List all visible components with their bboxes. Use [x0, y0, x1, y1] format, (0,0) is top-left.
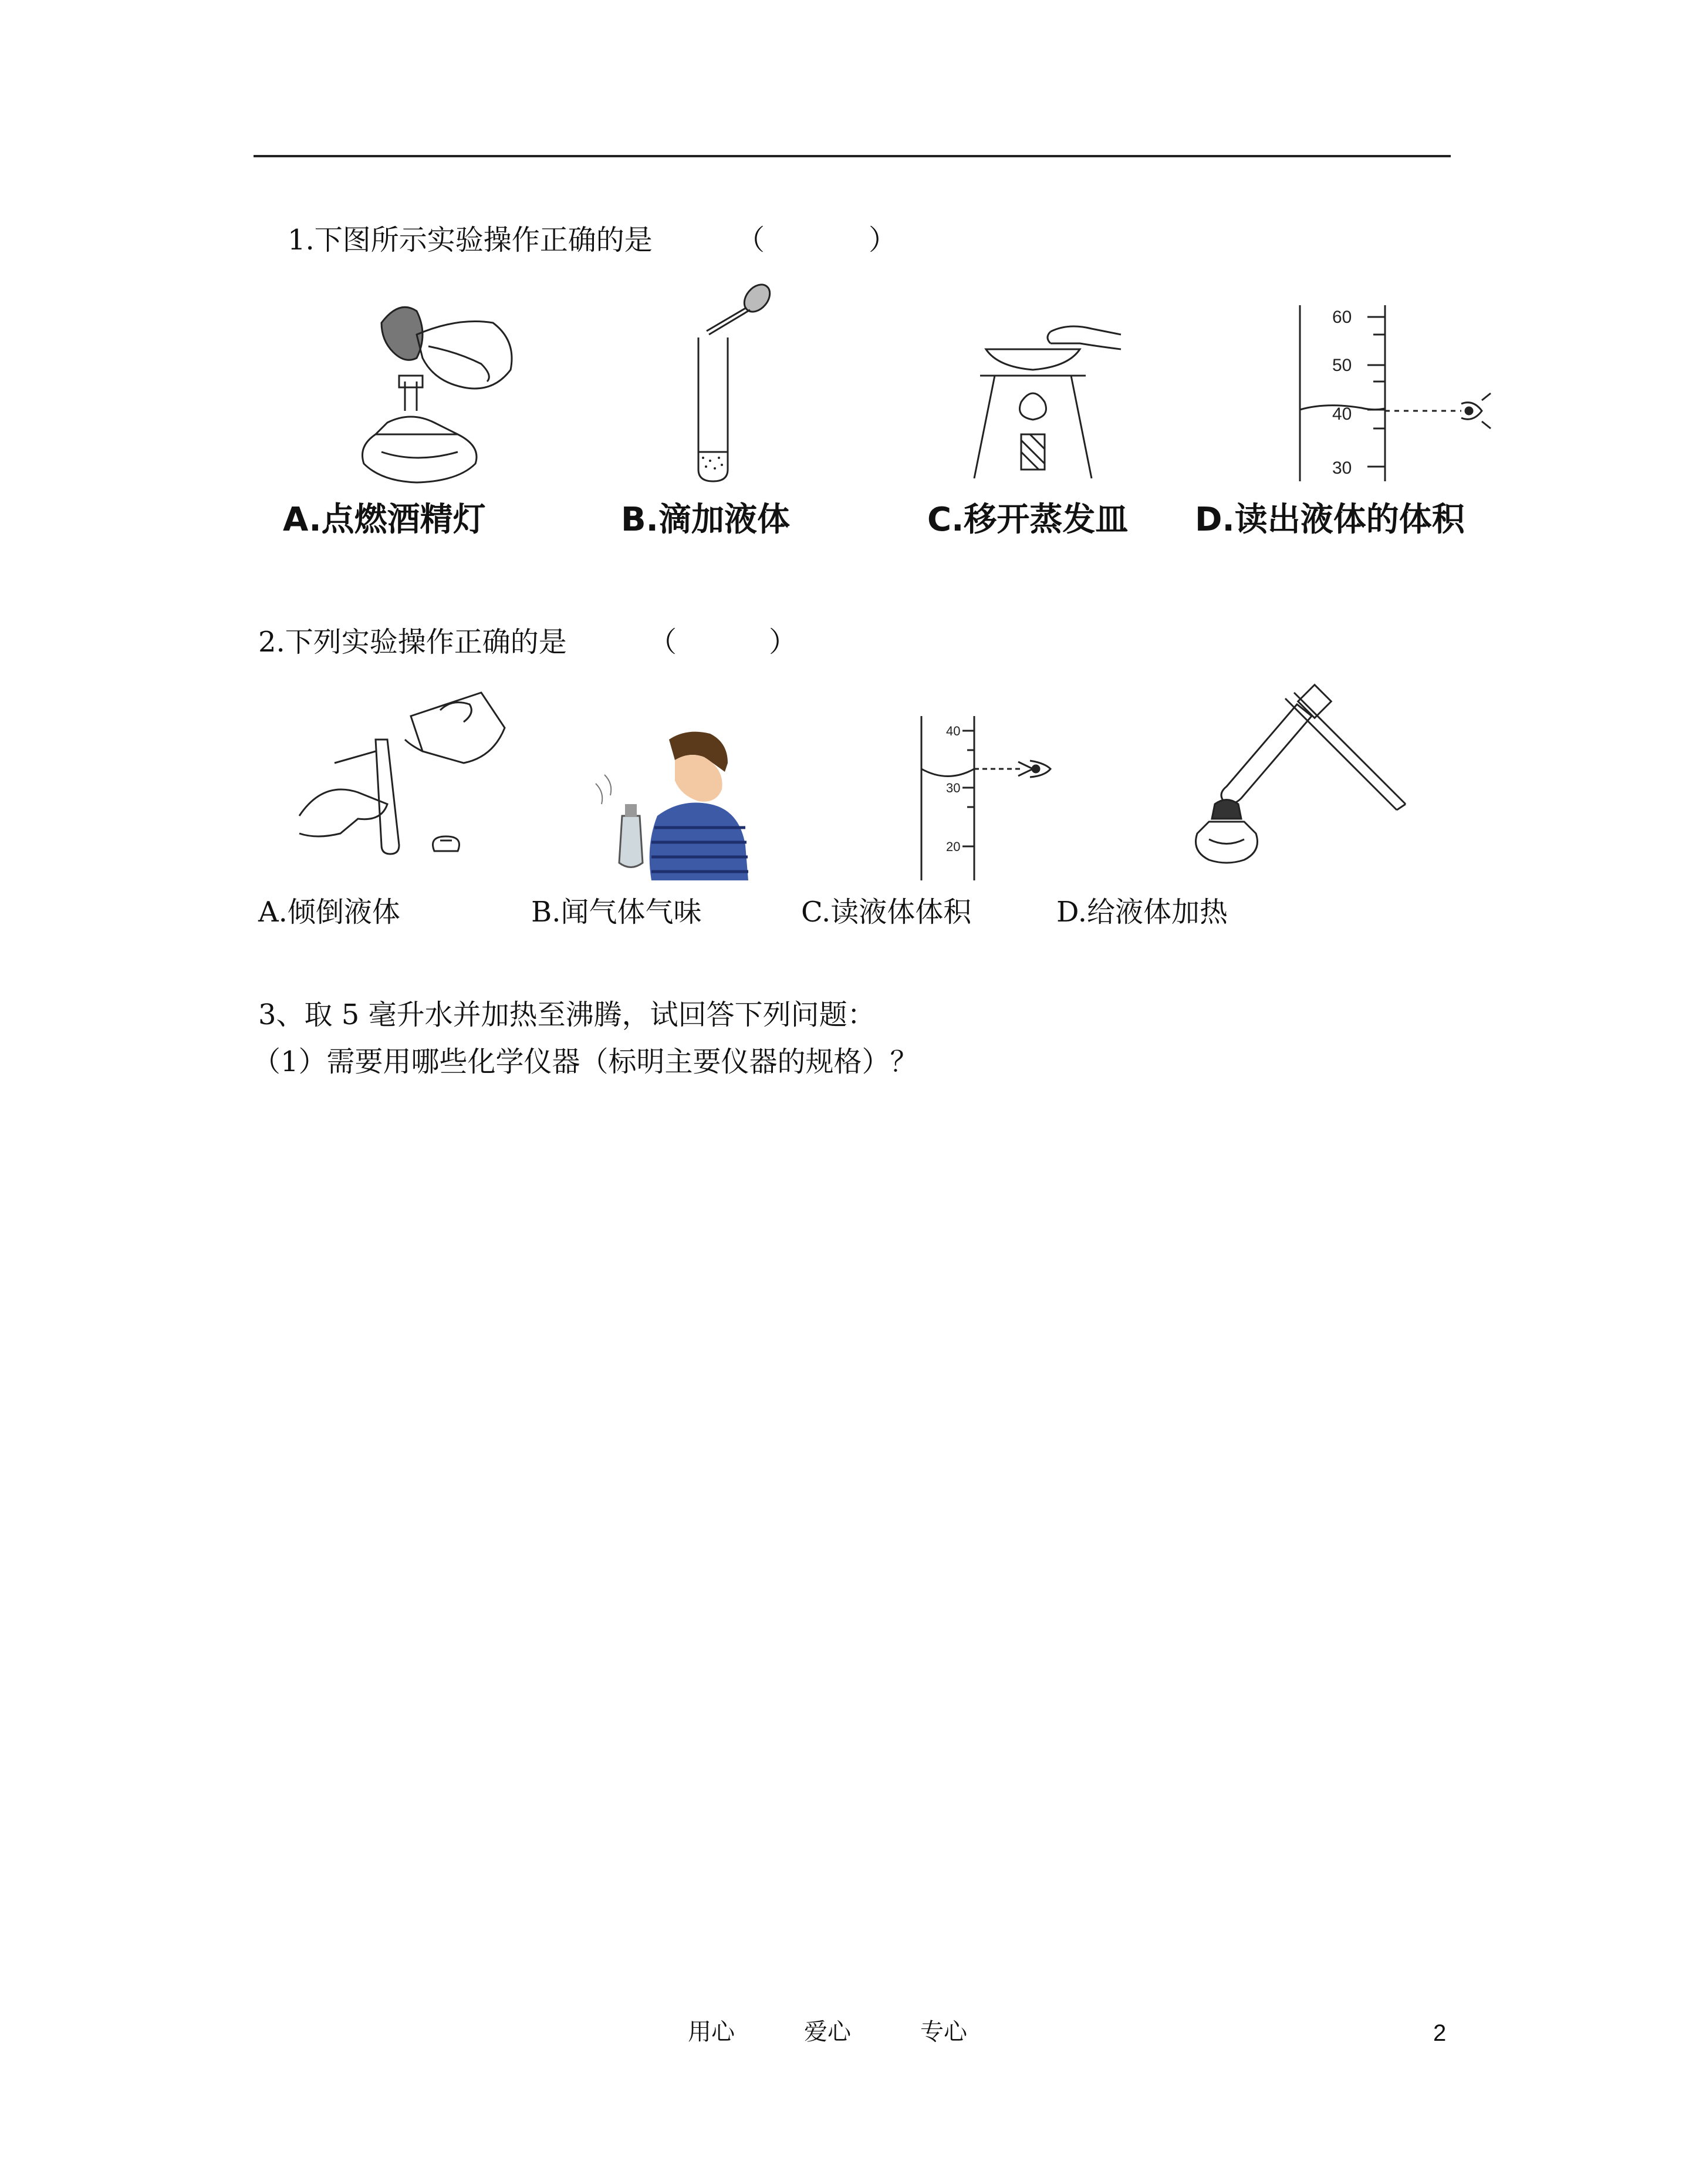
q2-heating-liquid-figure: [1180, 681, 1414, 875]
footer-item-aixin: 爱心: [804, 2018, 851, 2045]
q2-option-c: C.读液体体积: [801, 896, 972, 929]
page-number: 2: [1433, 2020, 1447, 2046]
q2-paren-close: ）: [769, 626, 798, 659]
q3-stem: 3、取 5 毫升水并加热至沸腾，试回答下列问题：: [258, 998, 876, 1031]
q1-option-d: D.读出液体的体积: [1195, 501, 1465, 539]
q1-alcohol-lamp-lighting-figure: [317, 288, 528, 487]
header-rule: [254, 155, 1451, 157]
q1-graduated-cylinder-figure: [1291, 299, 1502, 481]
q2-option-a: A.倾倒液体: [258, 896, 400, 929]
q1-dropper-test-tube-figure: [687, 282, 786, 487]
q2-stem: 2.下列实验操作正确的是: [258, 626, 567, 659]
q1-paren-close: ）: [869, 224, 897, 256]
q2-pouring-liquid-figure: [293, 687, 511, 869]
q2-smelling-gas-figure: [587, 728, 775, 880]
q1-stem: 1.下图所示实验操作正确的是: [288, 224, 653, 256]
q2-reading-volume-figure: [916, 710, 1062, 880]
q2-cylinder-tick-20: 20: [946, 839, 961, 854]
q1-option-c: C.移开蒸发皿: [927, 501, 1129, 539]
footer-item-zhuanxin: 专心: [920, 2018, 967, 2045]
q2-option-d: D.给液体加热: [1056, 896, 1228, 929]
q2-cylinder-tick-40: 40: [946, 724, 961, 738]
q1-cylinder-tick-60: 60: [1332, 308, 1352, 327]
q1-option-b: B.滴加液体: [621, 501, 790, 539]
q2-option-b: B.闻气体气味: [531, 896, 702, 929]
q1-cylinder-tick-50: 50: [1332, 356, 1352, 375]
footer-item-yongxin: 用心: [688, 2018, 735, 2045]
q2-cylinder-tick-30: 30: [946, 781, 961, 795]
q1-evaporating-dish-figure: [962, 320, 1127, 484]
q1-cylinder-tick-30: 30: [1332, 458, 1352, 478]
q2-paren-open: （: [648, 626, 677, 659]
q1-option-a: A.点燃酒精灯: [283, 501, 486, 539]
q1-paren-open: （: [737, 224, 765, 256]
q1-cylinder-tick-40: 40: [1332, 404, 1352, 424]
q3-sub-question-1: （1）需要用哪些化学仪器（标明主要仪器的规格）？: [252, 1045, 918, 1078]
